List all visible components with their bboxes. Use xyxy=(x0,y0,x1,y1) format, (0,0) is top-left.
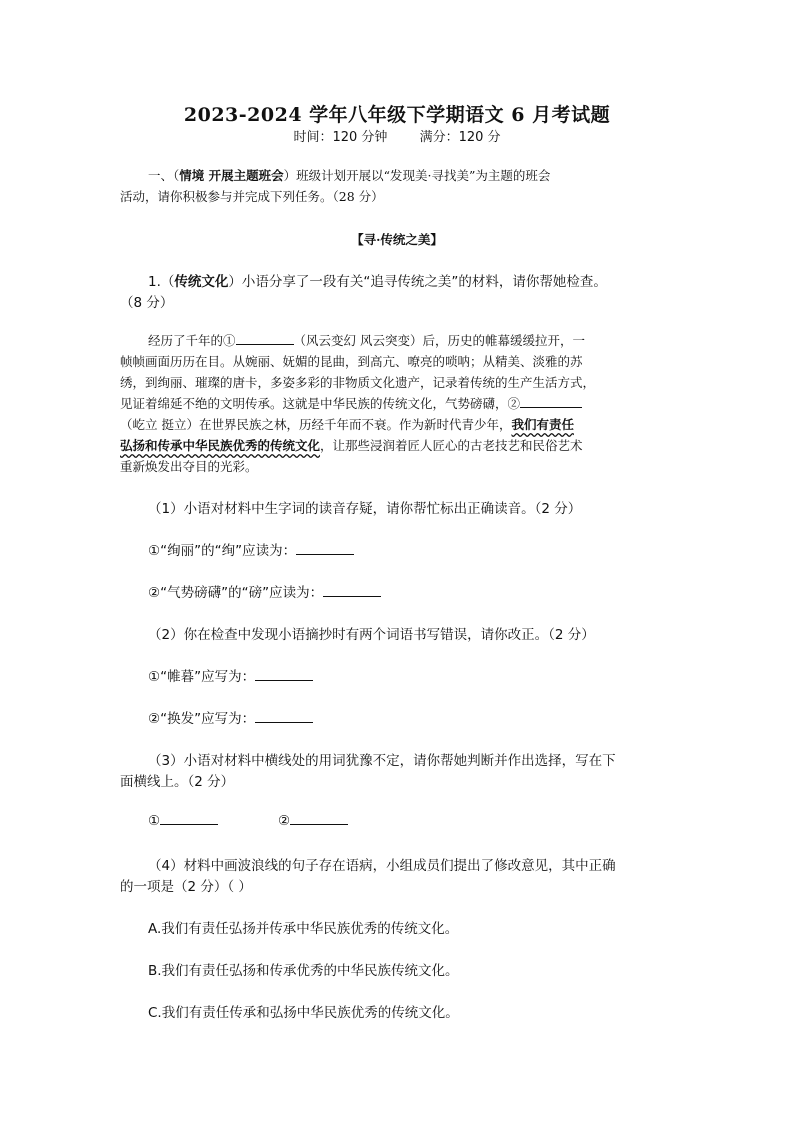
passage-line-6: 弘扬和传承中华民族优秀的传统文化，让那些浸润着匠人匠心的古老技艺和民俗艺术 xyxy=(120,438,583,453)
option-c[interactable]: C.我们有责任传承和弘扬中华民族优秀的传统文化。 xyxy=(148,1005,459,1021)
option-a[interactable]: A.我们有责任弘扬并传承中华民族优秀的传统文化。 xyxy=(148,921,459,937)
passage-line-5: （屹立 挺立）在世界民族之林，历经千年而不衰。作为新时代青少年，我们有责任 xyxy=(120,417,574,432)
section-heading: 【寻·传统之美】 xyxy=(351,232,443,247)
wavy-underlined-sentence: 弘扬和传承中华民族优秀的传统文化 xyxy=(120,438,321,453)
passage-line-7: 重新焕发出夺目的光彩。 xyxy=(120,459,258,474)
subquestion-3-line2: 面横线上。（2 分） xyxy=(120,774,235,790)
page-title: 2023-2024 学年八年级下学期语文 6 月考试题 xyxy=(183,104,611,126)
answer-blank[interactable] xyxy=(290,812,348,825)
subquestion-4-line1: （4）材料中画波浪线的句子存在语病，小组成员们提出了修改意见，其中正确 xyxy=(148,858,616,874)
subquestion-2: （2）你在检查中发现小语摘抄时有两个词语书写错误，请你改正。（2 分） xyxy=(148,627,595,643)
subquestion-3-a: ① xyxy=(148,812,218,829)
question-1-line2: （8 分） xyxy=(120,295,174,311)
subquestion-3-line1: （3）小语对材料中横线处的用词犹豫不定，请你帮她判断并作出选择，写在下 xyxy=(148,753,616,769)
part1-intro-line1: 一、（情境 开展主题班会）班级计划开展以“发现美·寻找美”为主题的班会 xyxy=(148,168,551,183)
part1-intro-line2: 活动，请你积极参与并完成下列任务。（28 分） xyxy=(120,189,384,204)
passage-line-4: 见证着绵延不绝的文明传承。这就是中华民族的传统文化，气势磅礴，② xyxy=(120,394,582,412)
part1-tag: 情境 开展主题班会 xyxy=(179,168,284,183)
subquestion-1: （1）小语对材料中生字词的读音存疑，请你帮忙标出正确读音。（2 分） xyxy=(148,501,582,517)
passage-line-1: 经历了千年的① （风云变幻 风云突变）后，历史的帷幕缓缓拉开，一 xyxy=(148,333,586,348)
subquestion-4-line2: 的一项是（2 分）（ ） xyxy=(120,879,252,895)
exam-time: 时间：120 分钟 xyxy=(293,130,388,145)
blank-marker-1: ① xyxy=(223,333,236,348)
answer-blank[interactable] xyxy=(255,668,313,681)
option-b[interactable]: B.我们有责任弘扬和传承优秀的中华民族传统文化。 xyxy=(148,963,459,979)
answer-blank[interactable] xyxy=(296,542,354,555)
passage-line-3: 绣，到绚丽、璀璨的唐卡，多姿多彩的非物质文化遗产，记录着传统的生产生活方式， xyxy=(120,375,596,390)
wavy-underlined-sentence: 我们有责任 xyxy=(511,417,574,432)
subquestion-2-b: ②“换发”应写为： xyxy=(148,707,313,727)
subquestion-2-a: ①“帷暮”应写为： xyxy=(148,665,313,685)
subquestion-1-b: ②“气势磅礴”的“磅”应读为： xyxy=(148,581,381,601)
exam-score: 满分：120 分 xyxy=(419,130,501,145)
passage-line-2: 帧帧画面历历在目。从婉丽、妩媚的昆曲，到高亢、嘹亮的唢呐；从精美、淡雅的苏 xyxy=(120,354,583,369)
subquestion-1-a: ①“绚丽”的“绚”应读为： xyxy=(148,539,354,559)
blank-marker-2: ② xyxy=(507,396,521,411)
question-1-tag: 传统文化 xyxy=(174,274,229,290)
exam-meta xyxy=(0,126,794,145)
answer-blank[interactable] xyxy=(236,332,294,345)
answer-blank[interactable] xyxy=(323,584,381,597)
subquestion-3-b: ② xyxy=(278,812,348,829)
question-1-line1: 1.（传统文化）小语分享了一段有关“追寻传统之美”的材料，请你帮她检查。 xyxy=(148,274,607,290)
answer-blank[interactable] xyxy=(255,710,313,723)
answer-blank[interactable] xyxy=(160,812,218,825)
answer-blank[interactable] xyxy=(520,395,582,408)
